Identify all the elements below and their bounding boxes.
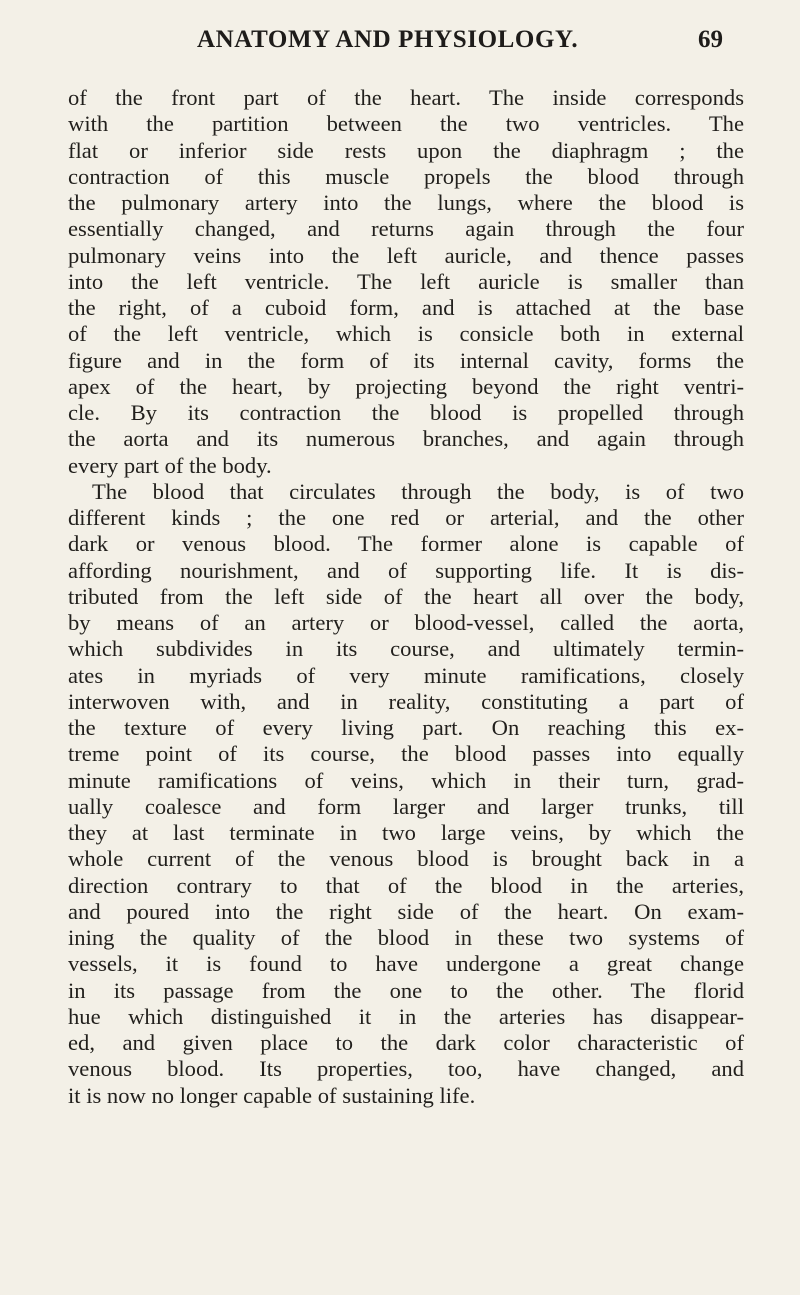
- page-number: 69: [698, 26, 723, 53]
- paragraph-end-line: every part of the body.: [68, 452, 272, 478]
- text-line: ining the quality of the blood in these two systems of: [68, 925, 744, 950]
- text-line: the right, of a cuboid form, and is attached at the base: [68, 295, 744, 320]
- text-line: affording nourishment, and of supporting life. It is dis-: [68, 557, 744, 583]
- text-line: vessels, it is found to have undergone a great change: [68, 951, 744, 977]
- text-line: minute ramifications of veins, which in their turn, grad-: [68, 767, 744, 793]
- text-line: ually coalesce and form larger and larger trunks, till: [68, 793, 744, 819]
- text-line: ed, and given place to the dark color characteristic of: [68, 1030, 744, 1055]
- text-line: contraction of this muscle propels the blood through: [68, 163, 744, 189]
- text-line: treme point of its course, the blood passes into equally: [68, 741, 744, 767]
- text-line: hue which distinguished it in the arteries has disappear-: [68, 1003, 744, 1029]
- text-line: and poured into the right side of the heart. On exam-: [68, 898, 744, 924]
- text-line: interwoven with, and in reality, constituting a part of: [68, 688, 744, 714]
- text-line: by means of an artery or blood-vessel, called the aorta,: [68, 610, 744, 635]
- text-line: different kinds ; the one red or arterial, and the other: [68, 505, 744, 530]
- text-line: flat or inferior side rests upon the diaphragm ; the: [68, 137, 744, 163]
- text-line: tributed from the left side of the heart all over the body,: [68, 583, 744, 609]
- running-head: [0, 26, 800, 60]
- text-line: with the partition between the two ventricles. The: [68, 111, 744, 137]
- text-line: venous blood. Its properties, too, have changed, and: [68, 1056, 744, 1082]
- text-line: dark or venous blood. The former alone is capable of: [68, 531, 744, 557]
- running-title: ANATOMY AND PHYSIOLOGY.: [197, 26, 579, 53]
- text-line: the aorta and its numerous branches, and again through: [68, 426, 744, 452]
- body-text: [68, 85, 744, 1109]
- paragraph-end-line: it is now no longer capable of sustaining life.: [68, 1082, 476, 1108]
- text-line: into the left ventricle. The left auricle is smaller than: [68, 268, 744, 294]
- text-line: direction contrary to that of the blood in the arteries,: [68, 872, 744, 898]
- text-line: of the front part of the heart. The inside corresponds: [68, 85, 744, 110]
- text-line: the pulmonary artery into the lungs, where the blood is: [68, 190, 744, 215]
- text-line: which subdivides in its course, and ultimately termin-: [68, 636, 744, 662]
- text-line: in its passage from the one to the other. The florid: [68, 977, 744, 1003]
- text-line: ates in myriads of very minute ramifications, closely: [68, 662, 744, 688]
- paragraph-first-line: The blood that circulates through the body, is of two: [92, 478, 744, 504]
- text-line: they at last terminate in two large veins, by which the: [68, 820, 744, 845]
- text-line: figure and in the form of its internal cavity, forms the: [68, 347, 744, 373]
- text-line: of the left ventricle, which is consicle both in external: [68, 321, 744, 347]
- text-line: the texture of every living part. On reaching this ex-: [68, 715, 744, 740]
- text-line: pulmonary veins into the left auricle, and thence passes: [68, 242, 744, 268]
- text-line: apex of the heart, by projecting beyond the right ventri-: [68, 373, 744, 399]
- text-line: essentially changed, and returns again through the four: [68, 216, 744, 242]
- text-line: whole current of the venous blood is brought back in a: [68, 846, 744, 872]
- text-line: cle. By its contraction the blood is propelled through: [68, 400, 744, 425]
